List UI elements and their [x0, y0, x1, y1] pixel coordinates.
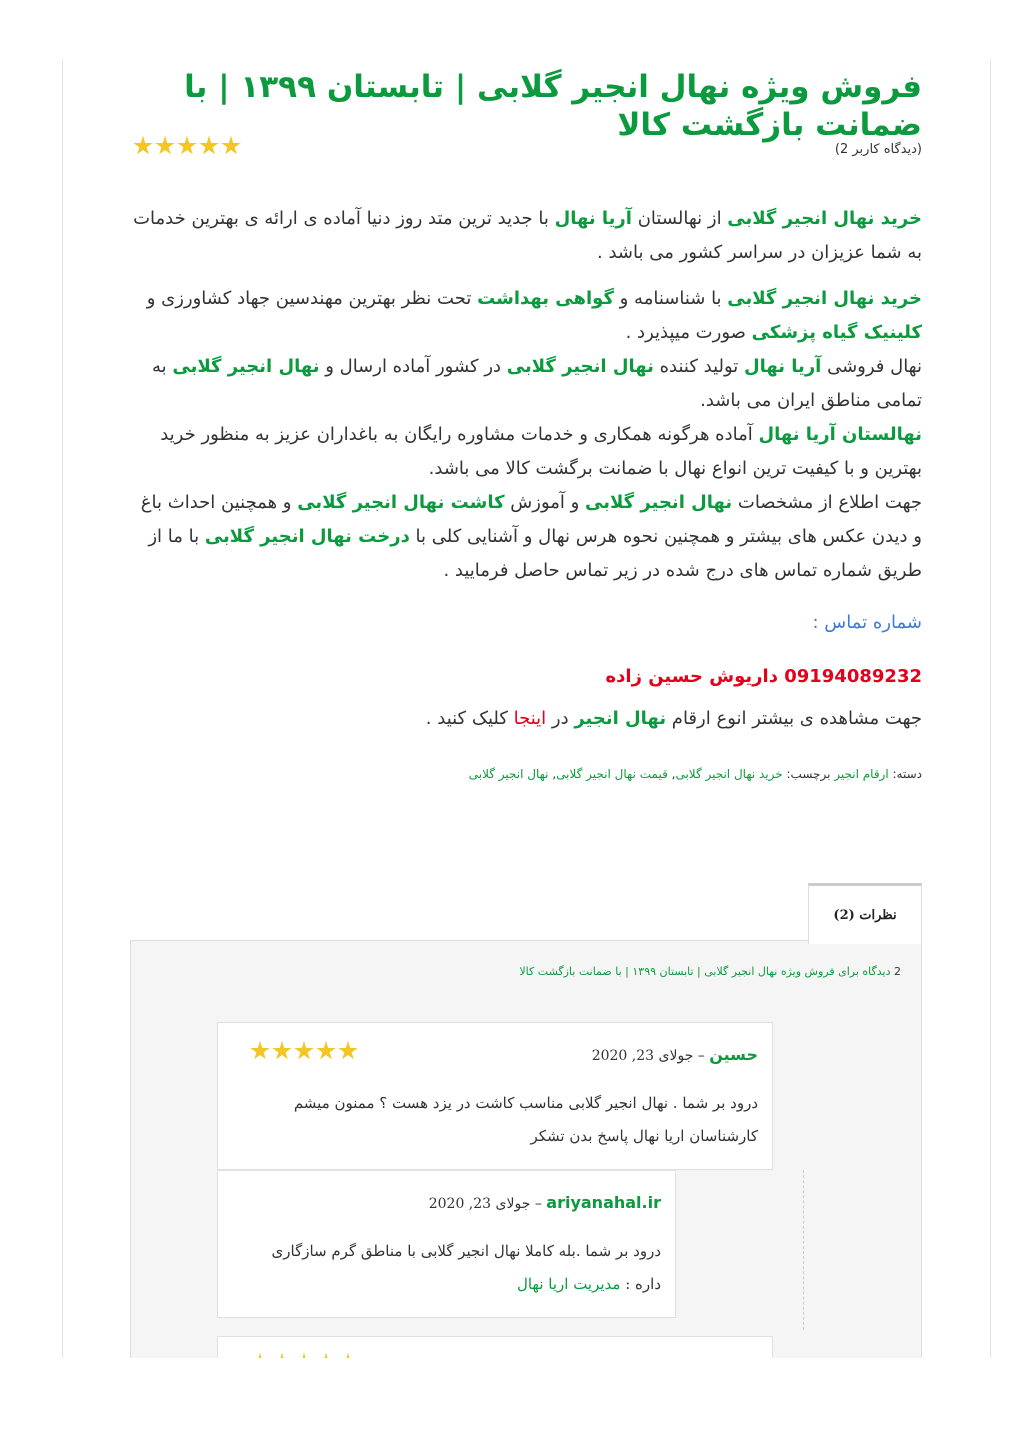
text: با ما از طریق شماره تماس های درج شده در زیر تماس حاصل فرمایید .	[148, 526, 922, 581]
page-title: فروش ویژه نهال انجیر گلابی | تابستان ۱۳۹۹ | با ضمانت بازگشت کالا	[184, 69, 922, 143]
nursery-link[interactable]: نهالستان آریا نهال	[758, 424, 922, 445]
intro-paragraph	[130, 202, 922, 270]
tag-link[interactable]: خرید نهال انجیر گلابی	[675, 767, 783, 781]
fig-sapling-link[interactable]: نهال انجیر	[574, 708, 667, 729]
star-icon	[316, 1041, 336, 1061]
product-meta: دسته: ارقام انجیر برچسب: خرید نهال انجیر گلابی, قیمت نهال انجیر گلابی, نهال انجیر گلابی	[468, 767, 922, 781]
text: آماده هرگونه همکاری و خدمات مشاوره رایگان به باغداران عزیز به منظور خرید بهترین و با کیفیت ترین انواع نهال با ضمانت برگشت کالا می باشد.	[160, 424, 922, 479]
text: از نهالستان	[631, 208, 728, 229]
text: جهت اطلاع از مشخصات	[732, 492, 922, 513]
text: تولید کننده	[653, 356, 745, 377]
comment-text	[272, 1235, 661, 1301]
review-count-link[interactable]: (دیدگاه کاربر 2)	[834, 142, 922, 157]
comment-line: کارشناسان اریا نهال پاسخ بدن تشکر	[530, 1127, 758, 1145]
star-icon	[272, 1041, 292, 1061]
health-cert-link[interactable]: گواهی بهداشت	[477, 288, 614, 309]
signature: مدیریت اریا نهال	[516, 1275, 621, 1293]
text: تحت نظر بهترین مهندسین جهاد کشاورزی و	[146, 288, 478, 309]
page-bottom	[0, 1358, 1024, 1449]
left-border	[62, 60, 63, 1359]
reviews-heading	[519, 965, 901, 978]
text: داره :	[620, 1275, 661, 1293]
comment-text	[294, 1087, 758, 1153]
buy-fig-link[interactable]: خرید نهال انجیر گلابی	[727, 208, 922, 229]
here-link[interactable]: اینجا	[513, 708, 547, 729]
text: با شناسنامه و	[613, 288, 728, 309]
fig-tree-link[interactable]: درخت نهال انجیر گلابی	[204, 526, 410, 547]
reviews-count: 2	[890, 965, 901, 978]
comment-line: درود بر شما . نهال انجیر گلابی مناسب کاشت در یزد هست ؟ ممنون میشم	[293, 1094, 758, 1112]
star-icon	[177, 136, 197, 156]
star-icon	[294, 1041, 314, 1061]
fig-sapling-link[interactable]: نهال انجیر گلابی	[585, 492, 733, 513]
planting-link[interactable]: کاشت نهال انجیر گلابی	[297, 492, 505, 513]
comment-meta	[429, 1193, 661, 1212]
comment-item	[217, 1022, 773, 1170]
rating-stars	[133, 136, 241, 156]
contact-phone: 09194089232 داریوش حسین زاده	[605, 666, 922, 687]
see-more-paragraph	[130, 702, 922, 736]
tag-link[interactable]: قیمت نهال انجیر گلابی	[556, 767, 668, 781]
comment-line: درود بر شما .بله کاملا نهال انجیر گلابی با مناطق گرم سازگاری	[271, 1242, 661, 1260]
text: و آموزش	[504, 492, 586, 513]
ariya-nahal-link[interactable]: آریا نهال	[744, 356, 822, 377]
text: نهال فروشی	[821, 356, 922, 377]
category-link[interactable]: ارقام انجیر	[834, 767, 889, 781]
star-icon	[221, 136, 241, 156]
plant-clinic-link[interactable]: کلینیک گیاه پزشکی	[751, 322, 922, 343]
fig-sapling-link[interactable]: نهال انجیر گلابی	[172, 356, 320, 377]
text: با جدید ترین متد روز دنیا آماده ی ارائه ی بهترین خدمات به شما عزیزان در سراسر کشور می باشد .	[133, 208, 922, 263]
rating-row	[130, 144, 922, 172]
comment-author: ariyanahal.ir	[546, 1193, 661, 1212]
text: جهت مشاهده ی بیشتر انوع ارقام	[666, 708, 922, 729]
comment-reply	[217, 1170, 676, 1318]
buy-fig-link[interactable]: خرید نهال انجیر گلابی	[727, 288, 922, 309]
comment-meta	[592, 1045, 758, 1064]
text: به تمامی مناطق ایران می باشد.	[151, 356, 922, 411]
ariya-nahal-link[interactable]: آریا نهال	[554, 208, 632, 229]
star-icon	[338, 1041, 358, 1061]
category-label: دسته:	[888, 767, 922, 781]
text: در	[546, 708, 575, 729]
product-content	[130, 60, 922, 784]
text: صورت میپذیرد .	[625, 322, 752, 343]
text: کلیک کنید .	[425, 708, 514, 729]
tags-label: برچسب:	[782, 767, 835, 781]
comment-date: – جولای 23, 2020	[428, 1196, 547, 1212]
contact-label: شماره تماس :	[812, 612, 922, 633]
star-icon	[155, 136, 175, 156]
star-icon	[199, 136, 219, 156]
fig-sapling-link[interactable]: نهال انجیر گلابی	[506, 356, 654, 377]
text: و همچنین احداث باغ و دیدن عکس های بیشتر و همچنین نحوه هرس نهال و آشنایی کلی با	[140, 492, 922, 547]
comment-rating	[250, 1041, 358, 1061]
comment-date: – جولای 23, 2020	[591, 1048, 710, 1064]
star-icon	[250, 1041, 270, 1061]
reviews-heading-text: دیدگاه برای فروش ویژه نهال انجیر گلابی | تابستان ۱۳۹۹ | با ضمانت بازگشت کالا	[519, 965, 891, 978]
tag-link[interactable]: نهال انجیر گلابی	[468, 767, 549, 781]
tab-reviews[interactable]: نظرات (2)	[808, 883, 922, 944]
text: در کشور آماده ارسال و	[319, 356, 507, 377]
star-icon	[133, 136, 153, 156]
body-paragraph	[130, 282, 922, 588]
comment-author: حسین	[709, 1045, 758, 1064]
thread-divider	[803, 1170, 804, 1330]
right-border	[990, 60, 991, 1359]
comment-line	[272, 1268, 661, 1301]
